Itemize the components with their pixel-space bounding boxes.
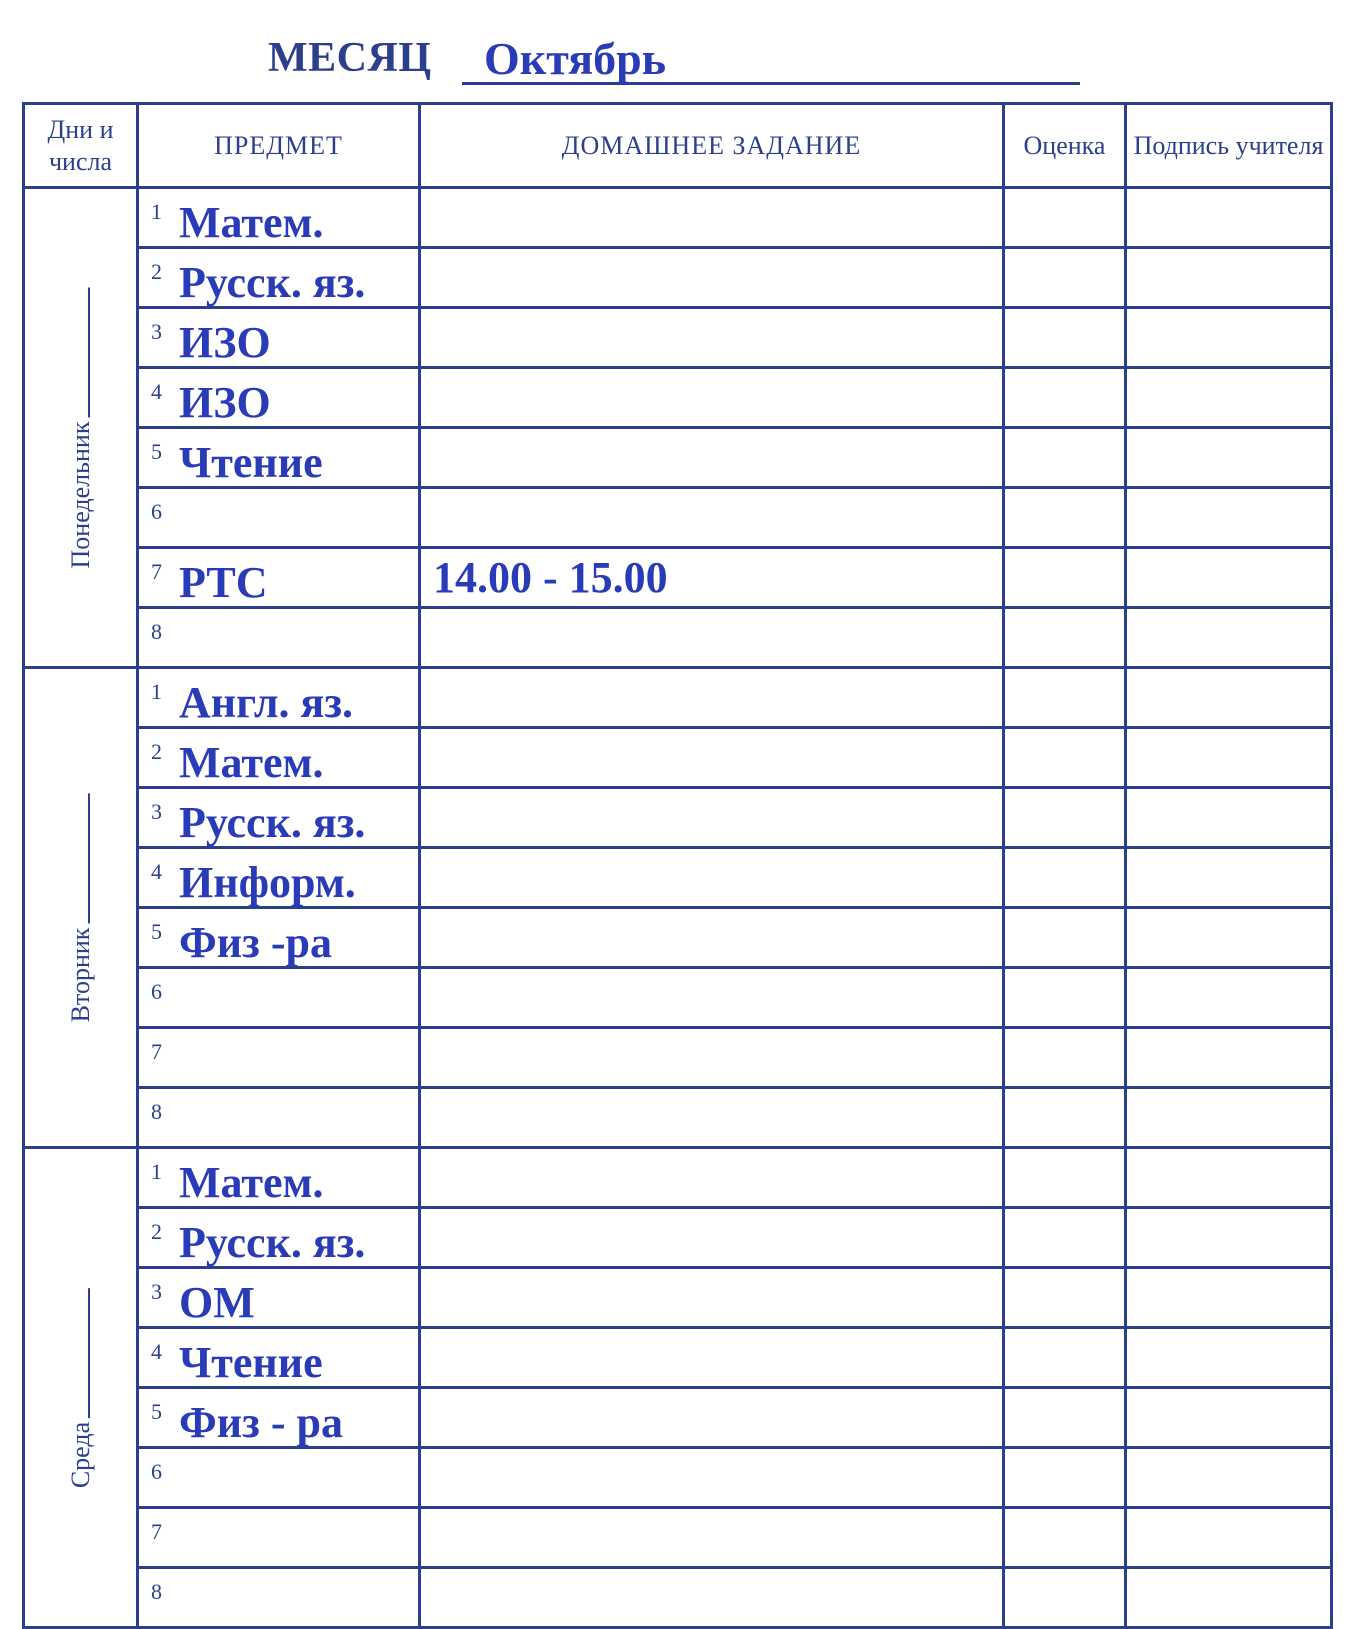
homework-cell[interactable]	[420, 728, 1004, 788]
page-header	[0, 28, 1361, 98]
subject-cell[interactable]	[138, 1508, 420, 1568]
lesson-row	[24, 1148, 1332, 1208]
subject-cell[interactable]	[138, 548, 420, 608]
subject-cell[interactable]	[138, 488, 420, 548]
lesson-row	[24, 1448, 1332, 1508]
date-blank-line[interactable]	[88, 1287, 90, 1417]
day-label	[66, 1287, 96, 1487]
subject-header: ПРЕДМЕТ	[138, 104, 420, 188]
signature-cell[interactable]	[1126, 1448, 1332, 1508]
subject-text: Матем.	[179, 738, 324, 787]
lesson-number: 5	[151, 439, 162, 464]
lesson-number: 6	[151, 1459, 162, 1484]
lesson-number: 7	[151, 1039, 162, 1064]
lesson-row	[24, 1268, 1332, 1328]
lesson-row	[24, 608, 1332, 668]
homework-text	[421, 1513, 433, 1562]
homework-cell[interactable]	[420, 1388, 1004, 1448]
signature-cell[interactable]	[1126, 548, 1332, 608]
homework-cell[interactable]	[420, 968, 1004, 1028]
homework-cell[interactable]	[420, 1028, 1004, 1088]
homework-cell[interactable]	[420, 248, 1004, 308]
signature-cell[interactable]	[1126, 248, 1332, 308]
lesson-number: 3	[151, 799, 162, 824]
grade-cell[interactable]	[1004, 248, 1126, 308]
lesson-row	[24, 788, 1332, 848]
grade-cell[interactable]	[1004, 1568, 1126, 1628]
subject-cell[interactable]	[138, 308, 420, 368]
homework-text	[421, 373, 433, 422]
subject-text: Англ. яз.	[179, 678, 354, 727]
homework-text	[421, 1213, 433, 1262]
signature-cell[interactable]	[1126, 1148, 1332, 1208]
subject-cell[interactable]	[138, 248, 420, 308]
homework-header: ДОМАШНЕЕ ЗАДАНИЕ	[420, 104, 1004, 188]
homework-cell[interactable]	[420, 788, 1004, 848]
subject-cell[interactable]	[138, 428, 420, 488]
lesson-row	[24, 728, 1332, 788]
subject-cell[interactable]	[138, 908, 420, 968]
lesson-number: 6	[151, 499, 162, 524]
subject-cell[interactable]	[138, 1328, 420, 1388]
lesson-number: 4	[151, 379, 162, 404]
lesson-number: 6	[151, 979, 162, 1004]
date-blank-line[interactable]	[88, 287, 90, 417]
signature-cell[interactable]	[1126, 968, 1332, 1028]
signature-cell[interactable]	[1126, 668, 1332, 728]
lesson-row	[24, 1508, 1332, 1568]
homework-cell[interactable]	[420, 368, 1004, 428]
subject-text: Матем.	[179, 1158, 324, 1207]
header-row	[24, 104, 1332, 188]
grade-cell[interactable]	[1004, 968, 1126, 1028]
grade-cell[interactable]	[1004, 668, 1126, 728]
subject-text: Физ - ра	[179, 1398, 343, 1447]
subject-text: Чтение	[179, 438, 323, 487]
lesson-number: 2	[151, 1219, 162, 1244]
lesson-row	[24, 308, 1332, 368]
lesson-number: 2	[151, 739, 162, 764]
grade-cell[interactable]	[1004, 1448, 1126, 1508]
subject-cell[interactable]	[138, 1208, 420, 1268]
grade-cell[interactable]	[1004, 308, 1126, 368]
signature-cell[interactable]	[1126, 1208, 1332, 1268]
grade-cell[interactable]	[1004, 788, 1126, 848]
homework-text	[421, 253, 433, 302]
homework-text	[421, 1033, 433, 1082]
subject-cell[interactable]	[138, 188, 420, 248]
grade-cell[interactable]	[1004, 1208, 1126, 1268]
subject-cell[interactable]	[138, 968, 420, 1028]
lesson-number: 8	[151, 1579, 162, 1604]
homework-cell[interactable]	[420, 188, 1004, 248]
homework-text	[421, 733, 433, 782]
lesson-row	[24, 1208, 1332, 1268]
subject-text: Русск. яз.	[179, 1218, 366, 1267]
subject-cell[interactable]	[138, 608, 420, 668]
homework-cell[interactable]	[420, 428, 1004, 488]
signature-cell[interactable]	[1126, 788, 1332, 848]
grade-cell[interactable]	[1004, 1028, 1126, 1088]
grade-cell[interactable]	[1004, 1088, 1126, 1148]
grade-cell[interactable]	[1004, 428, 1126, 488]
day-name: Понедельник	[65, 421, 95, 568]
subject-text: Информ.	[179, 858, 356, 907]
grade-cell[interactable]	[1004, 1388, 1126, 1448]
homework-cell[interactable]	[420, 1568, 1004, 1628]
signature-cell[interactable]	[1126, 188, 1332, 248]
homework-cell[interactable]	[420, 488, 1004, 548]
month-label: МЕСЯЦ	[268, 35, 432, 81]
homework-cell[interactable]	[420, 548, 1004, 608]
lesson-row	[24, 548, 1332, 608]
homework-text	[421, 853, 433, 902]
homework-text	[421, 1273, 433, 1322]
homework-cell[interactable]	[420, 608, 1004, 668]
homework-cell[interactable]	[420, 1328, 1004, 1388]
lesson-number: 1	[151, 1159, 162, 1184]
subject-cell[interactable]	[138, 1028, 420, 1088]
day-label	[66, 793, 96, 1022]
signature-cell[interactable]	[1126, 908, 1332, 968]
lesson-number: 1	[151, 199, 162, 224]
subject-cell[interactable]	[138, 1568, 420, 1628]
grade-cell[interactable]	[1004, 848, 1126, 908]
homework-text	[421, 493, 433, 542]
homework-cell[interactable]	[420, 308, 1004, 368]
grade-cell[interactable]	[1004, 1508, 1126, 1568]
lesson-row	[24, 368, 1332, 428]
day-cell	[24, 1148, 138, 1628]
grade-cell[interactable]	[1004, 1268, 1126, 1328]
day-cell	[24, 668, 138, 1148]
subject-cell[interactable]	[138, 1388, 420, 1448]
subject-cell[interactable]	[138, 1148, 420, 1208]
homework-text	[421, 673, 433, 722]
homework-text	[421, 1333, 433, 1382]
subject-text: ИЗО	[179, 318, 271, 367]
homework-text	[421, 1153, 433, 1202]
subject-text: ОМ	[179, 1278, 255, 1327]
month-value[interactable]: Октябрь	[484, 33, 667, 84]
grade-cell[interactable]	[1004, 728, 1126, 788]
subject-cell[interactable]	[138, 1088, 420, 1148]
signature-cell[interactable]	[1126, 368, 1332, 428]
grade-cell[interactable]	[1004, 188, 1126, 248]
homework-text	[421, 613, 433, 662]
homework-cell[interactable]	[420, 1088, 1004, 1148]
grade-cell[interactable]	[1004, 1328, 1126, 1388]
grade-cell[interactable]	[1004, 608, 1126, 668]
subject-cell[interactable]	[138, 1268, 420, 1328]
homework-cell[interactable]	[420, 848, 1004, 908]
subject-text: ИЗО	[179, 378, 271, 427]
lesson-number: 2	[151, 259, 162, 284]
signature-cell[interactable]	[1126, 1088, 1332, 1148]
grade-cell[interactable]	[1004, 908, 1126, 968]
subject-cell[interactable]	[138, 368, 420, 428]
lesson-row	[24, 248, 1332, 308]
subject-cell[interactable]	[138, 668, 420, 728]
lesson-row	[24, 428, 1332, 488]
homework-cell[interactable]	[420, 1508, 1004, 1568]
homework-text	[421, 1453, 433, 1502]
homework-cell[interactable]	[420, 1208, 1004, 1268]
homework-text	[421, 1573, 433, 1622]
lesson-number: 4	[151, 1339, 162, 1364]
signature-cell[interactable]	[1126, 1328, 1332, 1388]
days-header: Дни и числа	[24, 104, 138, 188]
lesson-number: 4	[151, 859, 162, 884]
homework-text	[421, 973, 433, 1022]
lesson-row	[24, 1388, 1332, 1448]
subject-cell[interactable]	[138, 1448, 420, 1508]
signature-cell[interactable]	[1126, 1028, 1332, 1088]
homework-text	[421, 1093, 433, 1142]
subject-text: Матем.	[179, 198, 324, 247]
signature-cell[interactable]	[1126, 1388, 1332, 1448]
homework-text	[421, 433, 433, 482]
subject-text: Русск. яз.	[179, 258, 366, 307]
homework-text	[421, 193, 433, 242]
homework-text	[421, 913, 433, 962]
signature-cell[interactable]	[1126, 428, 1332, 488]
subject-text: Чтение	[179, 1338, 323, 1387]
signature-cell[interactable]	[1126, 1508, 1332, 1568]
grade-cell[interactable]	[1004, 488, 1126, 548]
subject-cell[interactable]	[138, 788, 420, 848]
lesson-number: 1	[151, 679, 162, 704]
homework-cell[interactable]	[420, 908, 1004, 968]
homework-text	[421, 313, 433, 362]
lesson-row	[24, 1028, 1332, 1088]
homework-cell[interactable]	[420, 668, 1004, 728]
subject-cell[interactable]	[138, 848, 420, 908]
grade-cell[interactable]	[1004, 368, 1126, 428]
homework-text	[421, 793, 433, 842]
grade-cell[interactable]	[1004, 548, 1126, 608]
signature-cell[interactable]	[1126, 848, 1332, 908]
lesson-row	[24, 968, 1332, 1028]
subject-text: Русск. яз.	[179, 798, 366, 847]
lesson-row	[24, 188, 1332, 248]
day-label	[66, 287, 96, 568]
lesson-row	[24, 668, 1332, 728]
lesson-row	[24, 848, 1332, 908]
signature-cell[interactable]	[1126, 488, 1332, 548]
diary-body	[24, 188, 1332, 1628]
lesson-number: 8	[151, 619, 162, 644]
lesson-row	[24, 1568, 1332, 1628]
homework-cell[interactable]	[420, 1148, 1004, 1208]
lesson-row	[24, 1088, 1332, 1148]
grade-header: Оценка	[1004, 104, 1126, 188]
signature-cell[interactable]	[1126, 1568, 1332, 1628]
lesson-number: 5	[151, 1399, 162, 1424]
homework-text	[421, 1393, 433, 1442]
subject-text: РТС	[179, 558, 268, 607]
signature-cell[interactable]	[1126, 308, 1332, 368]
lesson-number: 5	[151, 919, 162, 944]
lesson-number: 3	[151, 1279, 162, 1304]
homework-cell[interactable]	[420, 1268, 1004, 1328]
day-name: Среда	[65, 1421, 95, 1488]
date-blank-line[interactable]	[88, 793, 90, 923]
homework-cell[interactable]	[420, 1448, 1004, 1508]
lesson-number: 7	[151, 1519, 162, 1544]
day-name: Вторник	[65, 927, 95, 1022]
signature-header: Подпись учителя	[1126, 104, 1332, 188]
grade-cell[interactable]	[1004, 1148, 1126, 1208]
homework-text: 14.00 - 15.00	[433, 552, 668, 602]
lesson-row	[24, 488, 1332, 548]
subject-text: Физ -ра	[179, 918, 332, 967]
lesson-number: 8	[151, 1099, 162, 1124]
signature-cell[interactable]	[1126, 608, 1332, 668]
diary-table	[22, 102, 1333, 1629]
day-cell	[24, 188, 138, 668]
lesson-row	[24, 1328, 1332, 1388]
lesson-row	[24, 908, 1332, 968]
signature-cell[interactable]	[1126, 728, 1332, 788]
lesson-number: 3	[151, 319, 162, 344]
signature-cell[interactable]	[1126, 1268, 1332, 1328]
subject-cell[interactable]	[138, 728, 420, 788]
lesson-number: 7	[151, 559, 162, 584]
